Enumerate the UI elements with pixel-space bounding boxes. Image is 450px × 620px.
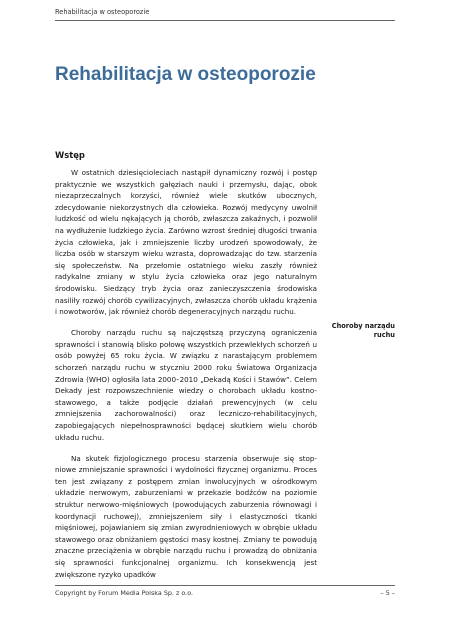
body-text [55, 167, 317, 590]
paragraph: Choroby narządu ruchu są najczęstszą przyczyną ograniczenia sprawności i stanowią blisko połowę wszystkich przewlekłych schorzeń u osób powyżej 65 roku życia. W związku z narastającym problemem schorzeń narządu ruchu w styczniu 2000 roku Światowa Organizacja Zdrowia (WHO) ogłosiła lata 2000–2010 „Dekadą Kości i Stawów”. Celem Dekady jest rozpowszechnienie wiedzy o chorobach układu kostno-stawowego, a także podjęcie działań prewencyjnych (w celu zmniejszenia zachorowalności) oraz leczniczo-rehabilitacyjnych, zapobiegających niepełnosprawności będącej skutkiem wielu chorób układu ruchu. [55, 328, 317, 442]
paragraph: Na skutek fizjologicznego procesu starzenia obserwuje się stopniowe zmniejszanie sprawności i wydolności fizycznej organizmu. Proces ten jest związany z postępem zmian inwolucyjnych w ośrodkowym układzie nerwowym, zaburzeniami w przekazie bodźców na poziomie struktur nerwowo-mięśniowych (powodujących zaburzenia równowagi i koordynacji ruchowej), zmniejszeniem siły i elastyczności tkanki mięśniowej, pojawianiem się zmian zwyrodnieniowych w obrębie układu stawowego oraz obniżaniem gęstości masy kostnej. Zmiany te powodują znaczne przeciążenia w obrębie narządu ruchu i prowadzą do obniżania się sprawności funkcjonalnej organizmu. Ich konsekwencją jest zwiększone ryzyko upadków [55, 453, 317, 579]
page-number: – 5 – [380, 589, 395, 597]
paragraph: W ostatnich dziesięcioleciach nastąpił dynamiczny rozwój i postęp praktycznie we wszystkich gałęziach nauki i przemysłu, dając, obok niezaprzeczalnych korzyści, również wiele skutków ubocznych, zdecydowanie niekorzystnych dla człowieka. Rozwój medycyny uwolnił ludzkość od wielu nękających ją chorób, zwłaszcza zakaźnych, i pozwolił na wydłużenie ludzkiego życia. Zarówno wzrost średniej długości trwania życia człowieka, jak i zmniejszenie liczby urodzeń spowodowały, że liczba osób w starszym wieku wzrasta, doprowadzając do tzw. starzenia się społeczeństw. Na przełomie ostatniego wieku zaszły również radykalne zmiany w stylu życia człowieka oraz jego naturalnym środowisku. Siedzący tryb życia oraz zanieczyszczenia środowiska nasiliły rozwój chorób cywilizacyjnych, zwłaszcza chorób układu krążenia i nowotworów, jak również chorób degeneracyjnych narządu ruchu. [55, 168, 317, 317]
running-header: Rehabilitacja w osteoporozie [55, 8, 395, 21]
margin-note: Choroby narządu ruchu [331, 322, 395, 339]
page-title: Rehabilitacja w osteoporozie [55, 64, 316, 85]
copyright-text: Copyright by Forum Media Polska Sp. z o.o. [55, 589, 194, 597]
page-footer [55, 585, 395, 598]
section-heading: Wstęp [55, 150, 85, 160]
